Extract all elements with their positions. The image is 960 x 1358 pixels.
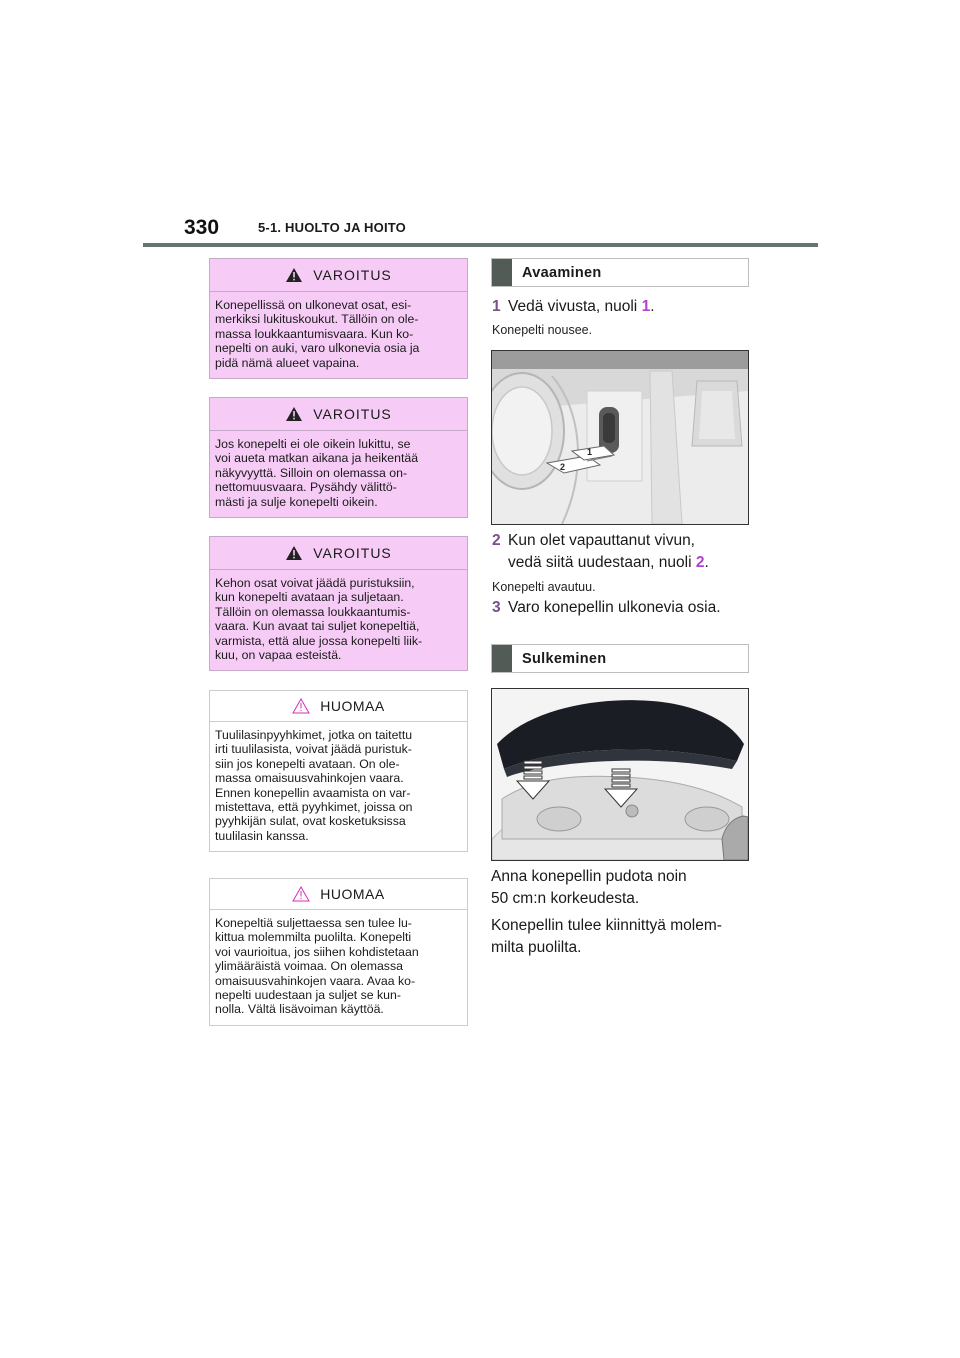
- step-text-cont: [492, 552, 709, 574]
- note-header: [210, 691, 467, 721]
- note-text: Tuulilasinpyyhkimet, jotka on taitettu irti tuulilasista, voivat jäädä puristuk- siin jos konepelti avataan. On ole- massa omaisuusvahinkojen vaara. Ennen konepellin avaamista on var- mistettava, että pyyhkimet, joissa on pyyhkijän sulat, ovat kosketuksissa tuulilasin kanssa.: [210, 721, 467, 851]
- warning-title: VAROITUS: [313, 267, 392, 283]
- note-title: HUOMAA: [320, 698, 385, 714]
- warning-triangle-icon: [285, 545, 303, 561]
- step-text: Varo konepellin ulkonevia osia.: [508, 599, 721, 616]
- step-text-line2: vedä siitä uudestaan, nuoli: [508, 554, 696, 571]
- section-heading-opening: [491, 258, 749, 287]
- note-box-1: [209, 690, 468, 852]
- warning-box-3: [209, 536, 468, 671]
- warning-header: [210, 398, 467, 430]
- arrow-ref: 2: [695, 554, 705, 571]
- warning-header: [210, 537, 467, 569]
- step-end: .: [704, 554, 709, 571]
- hood-closing-illustration: [492, 689, 748, 860]
- step-1: [492, 296, 655, 318]
- step-number: 3: [492, 599, 501, 616]
- heading-bar: [492, 259, 512, 286]
- step-3: [492, 597, 721, 619]
- page-number: 330: [184, 216, 220, 239]
- hood-release-illustration: [492, 351, 748, 524]
- warning-title: VAROITUS: [313, 545, 392, 561]
- warning-header: [210, 259, 467, 291]
- header-rule: [143, 243, 818, 247]
- heading-label: Avaaminen: [522, 264, 602, 281]
- warning-text: Jos konepelti ei ole oikein lukittu, se voi aueta matkan aikana ja heikentää näkyvyyttä. Silloin on olemassa on- nettomuusvaara. Pysähdy välittö- mästi ja sulje konepelti oikein.: [210, 430, 467, 517]
- section-heading-closing: [491, 644, 749, 673]
- caution-triangle-icon: [292, 886, 310, 902]
- warning-text: Kehon osat voivat jäädä puristuksiin, kun konepelti avataan ja suljetaan. Tällöin on olemassa loukkaantumis- vaara. Kun avaat tai suljet konepeltiä, varmista, että alue jossa konepelti liik- kuu, on vapaa esteistä.: [210, 569, 467, 670]
- step-text: Vedä vivusta, nuoli: [508, 298, 642, 315]
- note-title: HUOMAA: [320, 886, 385, 902]
- heading-label: Sulkeminen: [522, 650, 607, 667]
- step-number: 2: [492, 532, 501, 549]
- heading-bar: [492, 645, 512, 672]
- warning-text: Konepellissä on ulkonevat osat, esi- merkiksi lukituskoukut. Tällöin on ole- massa loukkaantumisvaara. Kun ko- nepelti on auki, varo ulkonevia osia ja pidä nämä alueet vapaina.: [210, 291, 467, 378]
- figure-label-2: 2: [560, 462, 566, 472]
- warning-box-2: [209, 397, 468, 518]
- caution-triangle-icon: [292, 698, 310, 714]
- note-text: Konepeltiä suljettaessa sen tulee lu- kittua molemmilta puolilta. Konepelti voi vaurioitua, jos siihen kohdistetaan ylimääräistä voimaa. On olemassa omaisuusvahinkojen vaara. Avaa ko- nepelti uudestaan ja suljet se kun- nolla. Vältä lisävoiman käyttöä.: [210, 909, 467, 1025]
- warning-title: VAROITUS: [313, 406, 392, 422]
- step-text: Kun olet vapauttanut vivun,: [508, 532, 695, 549]
- hood-release-lever-figure: [491, 350, 749, 525]
- warning-box-1: [209, 258, 468, 379]
- closing-paragraph-2: Konepellin tulee kiinnittyä molem- milta puolilta.: [491, 917, 722, 956]
- closing-paragraph-1: Anna konepellin pudota noin 50 cm:n korkeudesta.: [491, 868, 687, 907]
- hood-closing-figure: [491, 688, 749, 861]
- figure-label-1: 1: [587, 447, 593, 457]
- arrow-ref: 1: [641, 298, 651, 315]
- warning-triangle-icon: [285, 267, 303, 283]
- note-header: [210, 879, 467, 909]
- step-2: [492, 530, 709, 574]
- note-box-2: [209, 878, 468, 1026]
- step-end: .: [650, 298, 655, 315]
- section-title: 5-1. HUOLTO JA HOITO: [258, 220, 406, 235]
- result-note-1: Konepelti nousee.: [492, 323, 593, 337]
- warning-triangle-icon: [285, 406, 303, 422]
- step-number: 1: [492, 298, 501, 315]
- result-note-2: Konepelti avautuu.: [492, 580, 596, 594]
